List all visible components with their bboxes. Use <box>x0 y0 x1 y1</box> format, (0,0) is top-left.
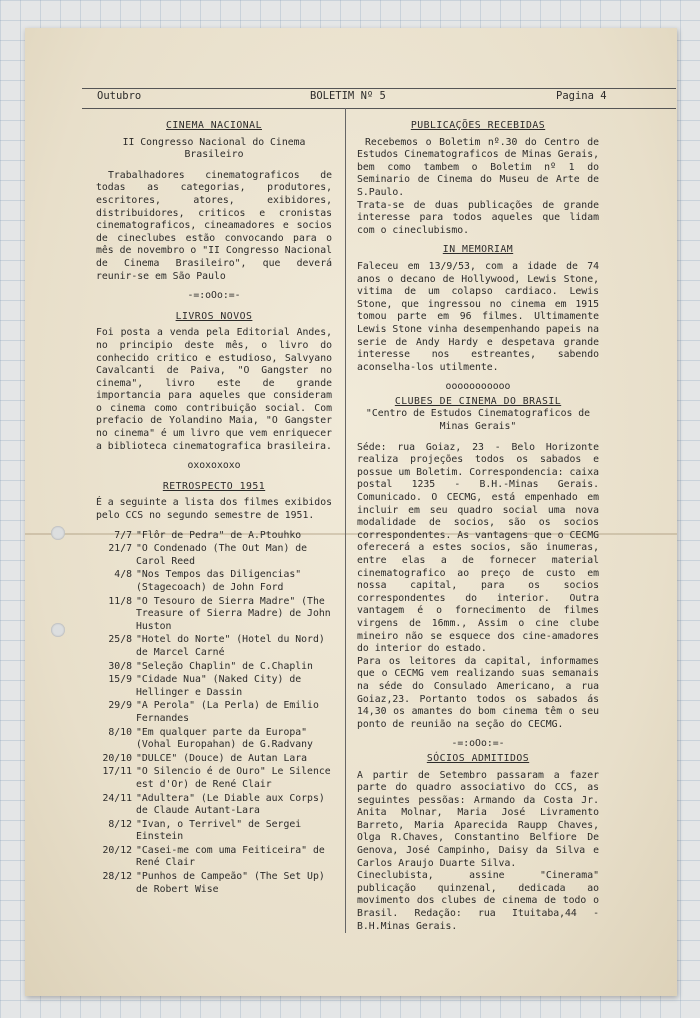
film-date: 30/8 <box>108 660 132 672</box>
film-title: "Nos Tempos das Diligencias" (Stagecoach) de John Ford <box>136 569 302 593</box>
film-title: "A Perola" (La Perla) de Emilio Fernandes <box>136 700 319 724</box>
film-title: "Flôr de Pedra" de A.Ptouhko <box>136 529 302 541</box>
film-title: "Casei-me com uma Feiticeira" de René Clair <box>136 844 325 869</box>
livros-novos-body: Foi posta a venda pela Editorial Andes, no principio deste mês, o livro do conhecido critico e estudioso, Salvyano Cavalcanti de Paiva, "O Gangster no cinema", livro este de grande importancia para aqueles que consideram o cinema como contribuição social. Com prefacio de Yolandino Maia, "O Gangster no cinema" é um livro que vem enriquecer a biblioteca cinematografica brasileira. <box>96 327 332 452</box>
header-rule-top <box>82 88 676 89</box>
publicacoes-body-2: Trata-se de duas publicações de grande interesse para todos aqueles que lidam com o cineclubismo. <box>357 199 599 236</box>
film-title: "Hotel do Norte" (Hotel du Nord) de Marcel Carné <box>136 634 325 658</box>
clubes-title: CLUBES DE CINEMA DO BRASIL <box>394 395 562 407</box>
film-date: 8/10 <box>108 726 132 738</box>
header-month: Outubro <box>97 90 142 102</box>
film-date: 7/7 <box>114 529 132 541</box>
film-date: 15/9 <box>108 674 132 686</box>
film-date: 29/9 <box>108 700 132 712</box>
retrospecto-intro: É a seguinte a lista dos filmes exibidos pelo CCS no segundo semestre de 1951. <box>96 497 332 522</box>
film-title: "O Tesouro de Sierra Madre" (The Treasure of Sierra Madre) de John Huston <box>136 595 331 632</box>
film-title: "DULCE" (Douce) de Autan Lara <box>136 752 308 764</box>
film-title: "Adultera" (Le Diable aux Corps) de Claude Autant-Lara <box>136 792 325 817</box>
header-bulletin: BOLETIM Nº 5 <box>310 90 386 102</box>
bulletin-header <box>0 90 700 102</box>
cinerama-notice: Cineclubista, assine "Cinerama" publicação quinzenal, dedicada ao movimento dos clubes de cinema de todo o Brasil. Redação: rua Ituitaba,44 - B.H.Minas Gerais. <box>357 870 599 932</box>
film-row <box>96 634 332 659</box>
livros-novos-title: LIVROS NOVOS <box>175 310 253 322</box>
right-column <box>357 120 599 940</box>
film-date: 21/7 <box>108 543 132 555</box>
film-row <box>96 543 332 568</box>
section-separator: oxoxoxoxo <box>187 460 241 472</box>
film-row <box>96 727 332 752</box>
film-date: 11/8 <box>108 595 132 607</box>
film-row <box>96 596 332 634</box>
left-column <box>96 120 332 897</box>
cinema-nacional-body: Trabalhadores cinematograficos de todas as categorias, produtores, escritores, atores, exibidores, distribuidores, criticos e cronistas cinematograficos, cineamadores e socios de cineclubes estão convocando para o mês de novembro o "II Congresso Nacional de Cinema Brasileiro", que deverá reunir-se em São Paulo <box>96 169 332 282</box>
film-date: 28/12 <box>102 871 132 883</box>
film-row <box>96 674 332 699</box>
section-separator: ooooooooooo <box>445 381 511 393</box>
clubes-body-2: Para os leitores da capital, informames que o CECMG vem realizando suas semanais na séde do Consulado Americano, a rua Goiaz,23. Portanto todos os sabados ás 14,30 os amantes do bom cinema têm o seu ponto de reunião na seção do CECMG. <box>357 655 599 730</box>
memoriam-body: Faleceu em 13/9/53, com a idade de 74 anos o decano de Hollywood, Lewis Stone, vitima de um colapso cardiaco. Lewis Stone, que ingressou no cinema em 1915 tomou parte em 96 filmes. Ultimamente Lewis Stone vinha desempenhando papeis na serie de Andy Hardy e despetava grande interesse nos estreantes, sabendo aconselha-los utilmente. <box>357 260 599 373</box>
film-title: "Em qualquer parte da Europa" (Vohal Europahan) de G.Radvany <box>136 726 313 751</box>
film-row <box>96 569 332 594</box>
punch-hole <box>51 623 65 637</box>
film-date: 20/12 <box>102 844 132 856</box>
film-row <box>96 661 332 674</box>
cinema-nacional-subtitle: II Congresso Nacional do Cinema Brasileiro <box>122 136 306 161</box>
film-date: 24/11 <box>102 792 132 804</box>
film-title: "O Condenado (The Out Man) de Carol Reed <box>136 543 308 567</box>
publicacoes-body: Recebemos o Boletim nº.30 do Centro de Estudos Cinematograficos de Minas Gerais, bem como tambem o Boletim nº 1 do Seminario de Cinema do Museu de Arte de S.Paulo. <box>357 136 599 198</box>
film-title: "Ivan, o Terrivel" de Sergei Einstein <box>136 818 302 843</box>
cinema-nacional-title: CINEMA NACIONAL <box>166 120 262 131</box>
film-row <box>96 845 332 870</box>
film-title: "O Silencio é de Ouro" Le Silence est d'Or) de René Clair <box>136 766 331 790</box>
film-row <box>96 793 332 818</box>
clubes-body: Séde: rua Goiaz, 23 - Belo Horizonte realiza projeções todos os sabados e possue um Boletim. Correspondencia: caixa postal 1235 - B.H.-Minas Gerais. Comunicado. O CECMG, está empenhado em incluir em seu quadro social uma nova modalidade de socios, são os socios correspondentes. As vantagens que o CECMG oferecerá a estes socios, são inumeras, entre elas a de fornecer material cinematografico ao preço de custo em nossa capital, para os socios correspondentes do interior. Outra vantagem é o fornecimento de filmes virgens de 16mm., Assim o cine clube mineiro não se esquece dos cine-amadores do interior do estado. <box>357 441 599 655</box>
column-divider <box>345 108 346 933</box>
header-page: Pagina 4 <box>556 90 607 102</box>
film-date: 25/8 <box>108 634 132 646</box>
film-date: 20/10 <box>102 752 132 764</box>
section-separator: -=:oOo:=- <box>451 738 505 750</box>
header-rule-bottom <box>82 108 676 109</box>
memoriam-title: IN MEMORIAM <box>442 244 514 256</box>
film-date: 17/11 <box>102 766 132 778</box>
film-date: 4/8 <box>114 569 132 581</box>
socios-title: SÓCIOS ADMITIDOS <box>426 752 530 764</box>
film-title: "Punhos de Campeão" (The Set Up) de Robert Wise <box>136 871 325 895</box>
film-row <box>96 753 332 766</box>
film-row <box>96 819 332 844</box>
film-list <box>96 530 332 897</box>
clubes-subtitle: "Centro de Estudos Cinematograficos de Minas Gerais" <box>365 408 591 433</box>
punch-hole <box>51 526 65 540</box>
film-date: 8/12 <box>108 818 132 830</box>
film-row <box>96 871 332 896</box>
publicacoes-title: PUBLICAÇÕES RECEBIDAS <box>410 120 546 131</box>
film-row <box>96 766 332 791</box>
retrospecto-title: RETROSPECTO 1951 <box>162 480 266 492</box>
socios-body: A partir de Setembro passaram a fazer parte do quadro associativo do CCS, as seguintes pessõas: Armando da Costa Jr. Anita Molnar, Maria José Livramento Barreto, Maria Aparecida Raupp Chaves, Olga R.Chaves, Constantino Belfiore De Genova, José Campinho, Daisy da Silva e Carlos Araujo Duarte Silva. <box>357 769 599 869</box>
film-title: "Cidade Nua" (Naked City) de Hellinger e Dassin <box>136 674 302 698</box>
film-row <box>96 700 332 725</box>
section-separator: -=:oOo:=- <box>187 290 241 302</box>
film-title: "Seleção Chaplin" de C.Chaplin <box>136 660 313 672</box>
film-row <box>96 530 332 543</box>
